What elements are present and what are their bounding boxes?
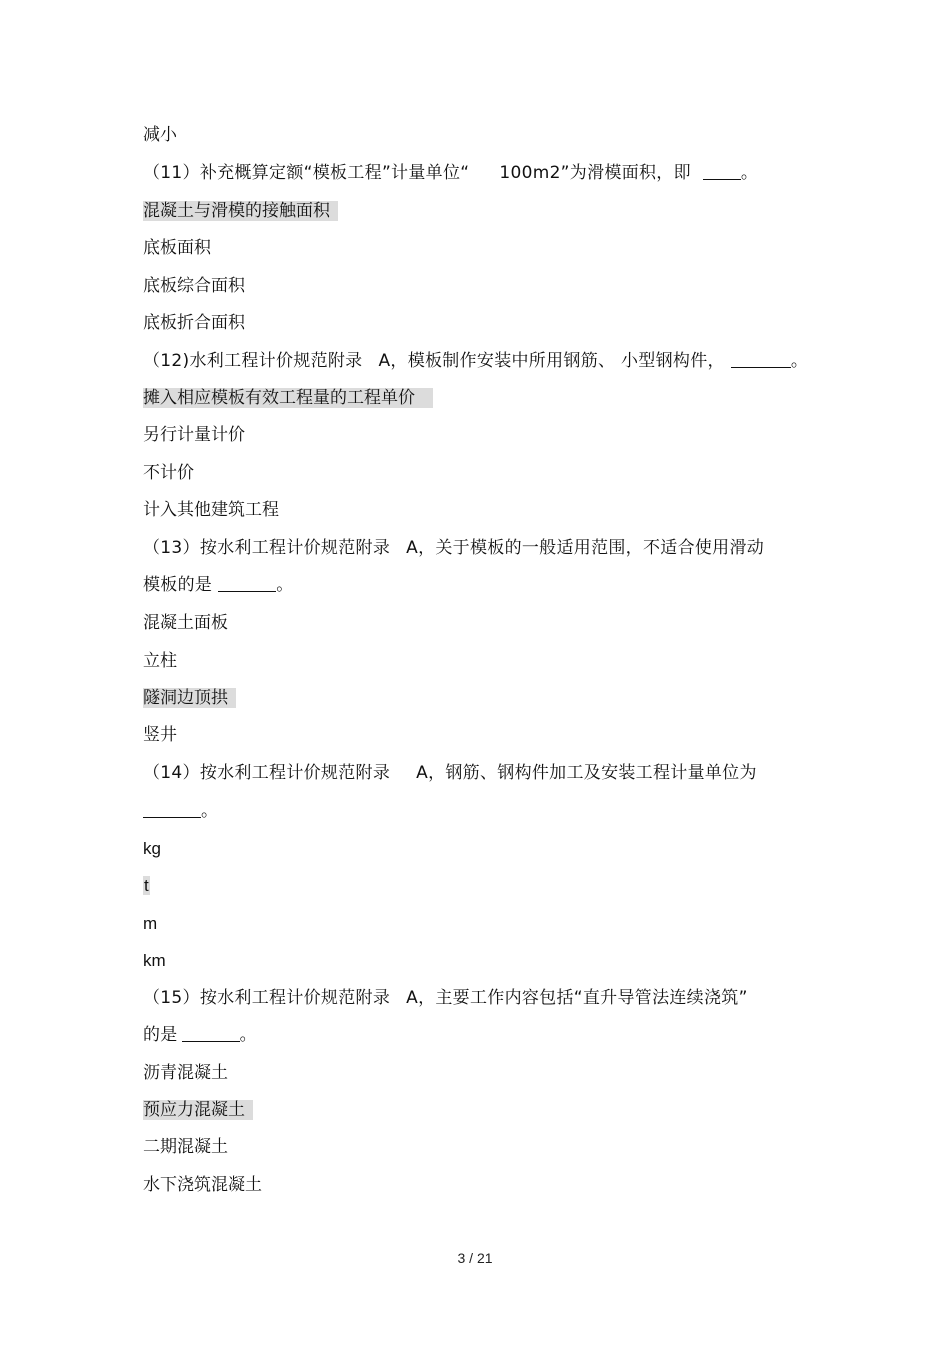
- answer-blank: [703, 163, 741, 180]
- option-text: 底板折合面积: [143, 313, 245, 333]
- question-12: [143, 348, 808, 374]
- answer-blank: [143, 801, 201, 818]
- option-text: 不计价: [143, 463, 194, 483]
- option-text: 另行计量计价: [143, 425, 245, 445]
- question-text: （14）按水利工程计价规范附录: [143, 763, 391, 783]
- option-text: 计入其他建筑工程: [143, 500, 279, 520]
- option-text: 沥青混凝土: [143, 1063, 228, 1083]
- question-15: [143, 985, 748, 1011]
- option-text: 立柱: [143, 651, 177, 671]
- question-end: 。: [276, 575, 294, 595]
- question-end: 。: [201, 801, 219, 821]
- option-text: 竖井: [143, 725, 177, 745]
- option-text: 水下浇筑混凝土: [143, 1175, 262, 1195]
- question-text: 100m2”为滑模面积，即: [499, 163, 691, 183]
- question-text: A，主要工作内容包括“直升导管法连续浇筑”: [406, 988, 748, 1008]
- option-text: 二期混凝土: [143, 1137, 228, 1157]
- answer-blank: [218, 575, 276, 592]
- option-answer-highlighted: 预应力混凝土: [143, 1100, 253, 1120]
- question-text: A，关于模板的一般适用范围，不适合使用滑动: [406, 538, 765, 558]
- option-text: km: [143, 951, 166, 970]
- question-text: A，模板制作安装中所用钢筋、 小型钢构件，: [378, 351, 725, 371]
- option-text: 混凝土面板: [143, 613, 228, 633]
- question-13-continued: [143, 572, 294, 598]
- question-text: （15）按水利工程计价规范附录: [143, 988, 391, 1008]
- question-text: （11）补充概算定额“模板工程”计量单位“: [143, 163, 470, 183]
- question-15-continued: [143, 1022, 257, 1048]
- question-end: 。: [790, 351, 809, 371]
- answer-blank: [731, 351, 791, 368]
- option-answer-highlighted: 摊入相应模板有效工程量的工程单价: [143, 388, 433, 408]
- option-answer-highlighted: 隧洞边顶拱: [143, 688, 236, 708]
- option-text: 底板面积: [143, 238, 211, 258]
- question-end: 。: [239, 1025, 257, 1045]
- question-14: [143, 760, 757, 786]
- question-text: （13）按水利工程计价规范附录: [143, 538, 391, 558]
- option-answer-highlighted: 混凝土与滑模的接触面积: [143, 201, 338, 221]
- question-text: 模板的是: [143, 575, 213, 595]
- question-end: 。: [740, 163, 759, 183]
- question-text: （12)水利工程计价规范附录: [143, 351, 363, 371]
- page-number: 3 / 21: [457, 1250, 493, 1266]
- question-13: [143, 535, 764, 561]
- question-11: [143, 160, 758, 186]
- answer-blank: [182, 1025, 240, 1042]
- option-answer-highlighted: t: [144, 876, 149, 895]
- option-text: kg: [143, 839, 161, 858]
- question-text: 的是: [143, 1025, 178, 1045]
- option-text: m: [143, 914, 158, 933]
- option-text: 减小: [143, 125, 177, 145]
- question-14-continued: [143, 798, 218, 824]
- question-text: A，钢筋、钢构件加工及安装工程计量单位为: [416, 763, 757, 783]
- option-text: 底板综合面积: [143, 276, 245, 296]
